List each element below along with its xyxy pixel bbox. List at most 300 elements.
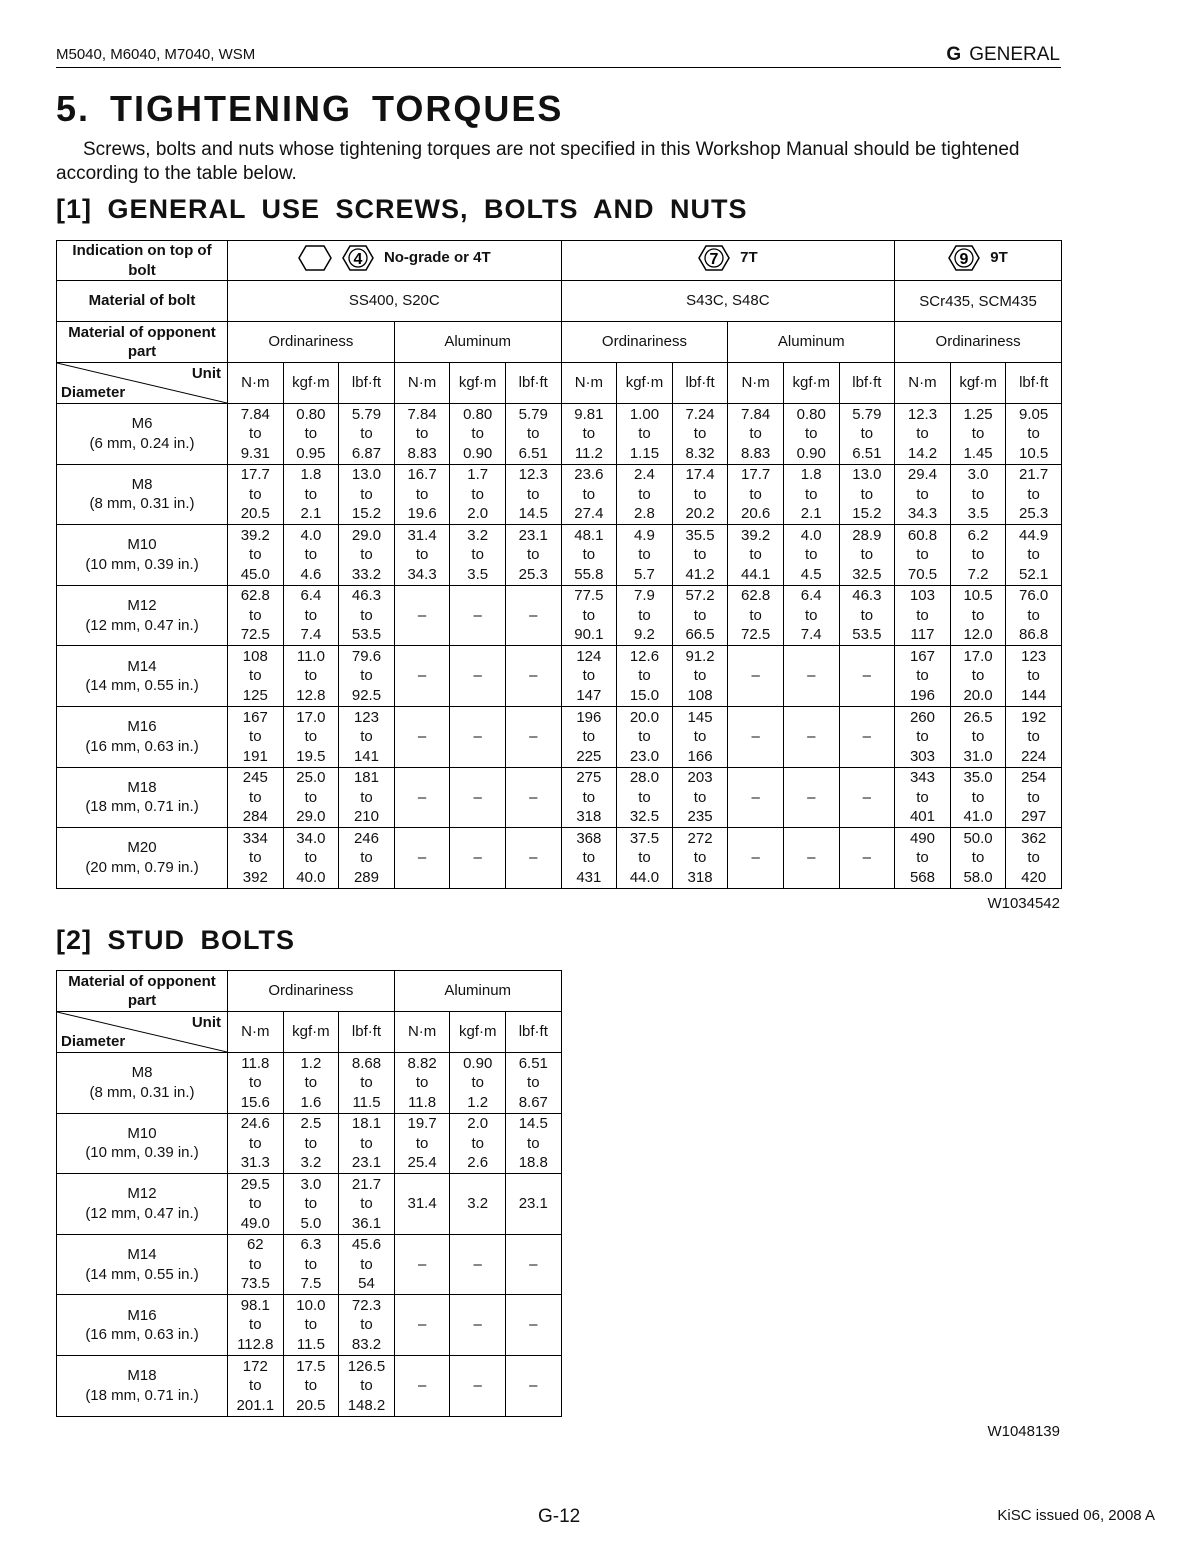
torque-to: to [304, 1255, 318, 1273]
torque-min: 13.0 [852, 466, 882, 484]
torque-to: to [415, 1134, 429, 1152]
bolt-material-2: SCr435, SCM435 [895, 281, 1062, 322]
torque-min: 24.6 [240, 1115, 270, 1133]
torque-max: 31.3 [240, 1154, 270, 1172]
torque-to: to [249, 1255, 262, 1273]
torque-max: 318 [687, 868, 713, 886]
no-value-dash: – [473, 1377, 482, 1395]
torque-min: 196 [576, 708, 602, 726]
torque-cell [1006, 404, 1062, 465]
torque-cell [339, 1113, 395, 1174]
torque-cell [505, 525, 561, 586]
torque-cell [561, 585, 617, 646]
torque-max: 112.8 [237, 1335, 274, 1353]
torque-cell [561, 706, 617, 767]
torque-cell [672, 706, 728, 767]
no-value-dash: – [751, 728, 760, 746]
torque-cell [672, 646, 728, 707]
diameter-name: M6 [131, 415, 153, 433]
torque-value: 31.4 [407, 1195, 437, 1213]
torque-max: 72.5 [741, 626, 771, 644]
torque-max: 201.1 [236, 1396, 275, 1414]
torque-max: 5.7 [634, 565, 655, 583]
torque-cell [950, 828, 1006, 889]
torque-max: 41.0 [963, 808, 993, 826]
header-section [946, 44, 1060, 66]
diameter-name: M14 [127, 657, 157, 675]
torque-cell [839, 585, 895, 646]
torque-min: 272 [687, 829, 713, 847]
no-value-dash: – [473, 1255, 482, 1273]
torque-to: to [749, 485, 762, 503]
torque-min: 6.4 [800, 587, 822, 605]
unit-header: lbf·ft [1006, 363, 1062, 404]
torque-to: to [304, 1195, 318, 1213]
torque-to: to [916, 485, 929, 503]
torque-max: 147 [576, 686, 602, 704]
torque-max: 20.6 [741, 505, 771, 523]
torque-to: to [582, 425, 596, 443]
torque-to: to [638, 546, 651, 564]
torque-to: to [638, 728, 651, 746]
torque-to: to [471, 425, 484, 443]
torque-max: 73.5 [240, 1275, 270, 1293]
no-value-dash: – [862, 788, 872, 806]
torque-cell [672, 525, 728, 586]
torque-cell [783, 404, 839, 465]
torque-max: 7.2 [967, 565, 989, 583]
torque-max: 27.4 [574, 505, 604, 523]
torque-cell [950, 525, 1006, 586]
torque-cell [339, 464, 395, 525]
torque-min: 3.0 [967, 466, 989, 484]
torque-to: to [527, 485, 540, 503]
torque-to: to [582, 667, 596, 685]
unit-header: N·m [394, 363, 450, 404]
opponent-row [57, 322, 1062, 363]
torque-cell [339, 1053, 395, 1114]
torque-max: 3.5 [467, 565, 489, 583]
torque-max: 7.4 [800, 626, 822, 644]
torque-cell [506, 1053, 562, 1114]
torque-cell [450, 1295, 506, 1356]
torque-min: 72.3 [351, 1296, 382, 1314]
torque-cell [228, 1113, 284, 1174]
torque-cell [394, 767, 450, 828]
torque-min: 31.4 [407, 526, 437, 544]
torque-to: to [304, 788, 318, 806]
unit-header: lbf·ft [505, 363, 561, 404]
torque-cell [617, 767, 673, 828]
torque-min: 45.6 [351, 1236, 382, 1254]
unit-label: Unit [191, 1014, 221, 1031]
unit-header: lbf·ft [506, 1012, 562, 1053]
torque-min: 246 [353, 829, 379, 847]
torque-cell [394, 1234, 450, 1295]
torque-min: 103 [909, 587, 935, 605]
torque-min: 1.7 [467, 466, 489, 484]
table-row [57, 706, 1062, 767]
torque-cell [617, 585, 673, 646]
torque-max: 568 [909, 868, 935, 886]
torque-max: 44.1 [741, 565, 771, 583]
diameter-name: M18 [127, 1367, 157, 1385]
torque-to: to [582, 849, 596, 867]
table-row [57, 1053, 562, 1114]
opponent-material-4: Ordinariness [895, 322, 1062, 363]
torque-cell [228, 767, 284, 828]
diameter-name: M8 [131, 1064, 153, 1082]
torque-max: 36.1 [351, 1214, 382, 1232]
torque-min: 1.8 [300, 466, 322, 484]
torque-min: 17.0 [296, 708, 326, 726]
torque-max: 191 [242, 747, 268, 765]
diameter-name: M12 [127, 1185, 157, 1203]
torque-to: to [1027, 546, 1040, 564]
torque-cell [839, 706, 895, 767]
torque-max: 1.2 [467, 1093, 489, 1111]
torque-cell [228, 1174, 284, 1235]
torque-cell [506, 1234, 562, 1295]
torque-cell [617, 404, 673, 465]
diameter-size: (18 mm, 0.71 in.) [85, 798, 199, 816]
torque-cell [1006, 828, 1062, 889]
torque-cell [728, 464, 784, 525]
torque-max: 15.2 [852, 505, 882, 523]
torque-to: to [304, 1316, 318, 1334]
torque-min: 46.3 [852, 587, 882, 605]
grade-mark-number: 9 [959, 250, 969, 268]
torque-to: to [527, 546, 540, 564]
torque-to: to [415, 485, 429, 503]
torque-to: to [249, 1316, 262, 1334]
torque-to: to [360, 667, 373, 685]
no-value-dash: – [473, 667, 482, 685]
torque-cell [450, 1234, 506, 1295]
no-value-dash: – [807, 849, 816, 867]
torque-cell [339, 828, 395, 889]
torque-cell [283, 646, 339, 707]
torque-max: 2.0 [467, 505, 489, 523]
opponent-material-1: Aluminum [394, 971, 561, 1012]
table-row [57, 404, 1062, 465]
torque-cell [561, 525, 617, 586]
no-value-dash: – [529, 849, 538, 867]
torque-max: 7.4 [300, 626, 322, 644]
opponent-material-1: Aluminum [394, 322, 561, 363]
torque-cell [839, 828, 895, 889]
torque-max: 235 [687, 808, 713, 826]
torque-cell [505, 585, 561, 646]
torque-to: to [916, 728, 929, 746]
no-value-dash: – [862, 667, 872, 685]
diameter-size: (8 mm, 0.31 in.) [89, 1083, 195, 1101]
torque-to: to [471, 546, 484, 564]
torque-to: to [1027, 788, 1040, 806]
torque-cell [228, 706, 284, 767]
torque-to: to [304, 606, 318, 624]
torque-max: 284 [242, 808, 268, 826]
torque-min: 29.5 [240, 1175, 270, 1193]
torque-min: 7.84 [240, 405, 270, 423]
torque-max: 12.8 [296, 686, 326, 704]
torque-to: to [360, 849, 373, 867]
page-number: G-12 [538, 1506, 581, 1527]
grade-mark [948, 245, 1008, 271]
diameter-name: M20 [127, 839, 157, 857]
torque-to: to [471, 1134, 484, 1152]
grade-label: 7T [740, 249, 758, 266]
torque-cell [561, 646, 617, 707]
torque-max: 4.5 [800, 565, 822, 583]
torque-max: 11.2 [574, 444, 603, 462]
diameter-cell [57, 1295, 228, 1356]
torque-to: to [249, 1134, 262, 1152]
torque-cell [783, 646, 839, 707]
torque-cell [672, 585, 728, 646]
torque-cell [505, 767, 561, 828]
torque-min: 1.00 [629, 405, 660, 423]
torque-max: 420 [1021, 868, 1047, 886]
torque-to: to [582, 606, 596, 624]
torque-max: 1.45 [963, 444, 993, 462]
torque-to: to [749, 606, 762, 624]
table-row [57, 585, 1062, 646]
torque-to: to [1027, 425, 1040, 443]
torque-to: to [916, 849, 929, 867]
torque-max: 141 [353, 747, 379, 765]
torque-to: to [971, 788, 985, 806]
diameter-size: (10 mm, 0.39 in.) [85, 1144, 199, 1162]
torque-to: to [304, 1377, 318, 1395]
torque-cell [394, 828, 450, 889]
torque-min: 34.0 [296, 829, 326, 847]
unit-label: Unit [191, 365, 221, 382]
torque-to: to [304, 728, 318, 746]
torque-max: 20.5 [296, 1396, 326, 1414]
torque-cell [339, 585, 395, 646]
torque-cell [394, 1053, 450, 1114]
material-bolt-label: Material of bolt [57, 281, 228, 322]
torque-to: to [1027, 667, 1040, 685]
torque-to: to [582, 485, 596, 503]
diameter-cell [57, 1113, 228, 1174]
torque-max: 14.5 [518, 505, 548, 523]
page-title: 5. TIGHTENING TORQUES [56, 88, 564, 129]
torque-max: 210 [353, 808, 379, 826]
torque-to: to [971, 485, 985, 503]
torque-min: 17.5 [296, 1357, 326, 1375]
table-row [57, 525, 1062, 586]
torque-max: 53.5 [351, 626, 382, 644]
unit-header: kgf·m [950, 363, 1006, 404]
no-value-dash: – [529, 728, 538, 746]
torque-min: 57.2 [685, 587, 715, 605]
torque-min: 5.79 [518, 405, 548, 423]
torque-cell [1006, 585, 1062, 646]
no-value-dash: – [473, 606, 482, 624]
torque-cell [839, 404, 895, 465]
torque-min: 5.79 [852, 405, 882, 423]
torque-max: 53.5 [852, 626, 882, 644]
torque-cell [617, 525, 673, 586]
torque-min: 123 [353, 708, 379, 726]
torque-cell [783, 828, 839, 889]
torque-to: to [304, 849, 318, 867]
torque-max: 431 [576, 868, 602, 886]
torque-max: 289 [353, 868, 379, 886]
torque-min: 35.5 [685, 526, 715, 544]
torque-to: to [527, 425, 540, 443]
torque-min: 29.0 [351, 526, 382, 544]
torque-cell [950, 404, 1006, 465]
no-value-dash: – [862, 849, 872, 867]
torque-cell [950, 646, 1006, 707]
opponent-row [57, 971, 562, 1012]
torque-cell [450, 767, 506, 828]
torque-max: 148.2 [347, 1396, 386, 1414]
torque-to: to [804, 425, 818, 443]
torque-to: to [360, 728, 373, 746]
torque-cell [283, 1295, 339, 1356]
torque-to: to [582, 728, 596, 746]
torque-cell [728, 706, 784, 767]
torque-cell [672, 828, 728, 889]
grade-mark [698, 245, 758, 271]
torque-to: to [638, 485, 651, 503]
torque-max: 297 [1021, 808, 1047, 826]
torque-cell [728, 404, 784, 465]
torque-to: to [360, 546, 373, 564]
torque-to: to [415, 425, 429, 443]
torque-max: 144 [1021, 686, 1047, 704]
torque-max: 11.8 [408, 1093, 437, 1111]
no-value-dash: – [473, 849, 482, 867]
torque-cell [228, 828, 284, 889]
torque-to: to [304, 667, 318, 685]
table-row [57, 464, 1062, 525]
torque-max: 8.83 [407, 444, 437, 462]
no-value-dash: – [417, 667, 427, 685]
torque-cell [283, 464, 339, 525]
torque-cell [283, 1234, 339, 1295]
torque-min: 29.4 [907, 466, 938, 484]
torque-min: 5.79 [351, 405, 382, 423]
torque-min: 7.84 [407, 405, 437, 423]
diameter-cell [57, 1053, 228, 1114]
grade-cell-1 [561, 241, 895, 281]
opponent-label: Material of opponent part [57, 322, 228, 363]
diameter-size: (14 mm, 0.55 in.) [85, 677, 199, 695]
torque-min: 6.4 [300, 587, 322, 605]
torque-cell [728, 767, 784, 828]
torque-min: 490 [909, 829, 935, 847]
torque-min: 98.1 [240, 1296, 270, 1314]
diameter-name: M16 [127, 718, 157, 736]
diameter-cell [57, 767, 228, 828]
diameter-size: (8 mm, 0.31 in.) [89, 495, 195, 513]
table-row [57, 646, 1062, 707]
torque-cell [895, 585, 951, 646]
unit-header: lbf·ft [339, 363, 395, 404]
torque-max: 49.0 [240, 1214, 270, 1232]
torque-cell [895, 464, 951, 525]
torque-to: to [304, 425, 318, 443]
header-divider [56, 67, 1061, 68]
torque-to: to [638, 425, 651, 443]
unit-header: N·m [394, 1012, 450, 1053]
torque-min: 0.80 [296, 405, 326, 423]
no-value-dash: – [529, 1316, 538, 1334]
torque-to: to [971, 728, 985, 746]
torque-min: 2.4 [634, 466, 655, 484]
torque-cell [950, 585, 1006, 646]
torque-cell [783, 706, 839, 767]
unit-header: N·m [895, 363, 951, 404]
torque-min: 25.0 [296, 769, 326, 787]
diameter-cell [57, 1355, 228, 1416]
torque-to: to [693, 546, 707, 564]
grade-mark [298, 245, 491, 271]
diameter-name: M10 [127, 536, 157, 554]
torque-min: 8.82 [407, 1054, 437, 1072]
torque-max: 66.5 [685, 626, 715, 644]
torque-min: 39.2 [741, 526, 771, 544]
no-value-dash: – [417, 1377, 427, 1395]
torque-to: to [860, 485, 874, 503]
torque-min: 21.7 [1019, 466, 1049, 484]
indication-row [57, 241, 1062, 281]
torque-min: 23.1 [518, 526, 548, 544]
torque-to: to [249, 606, 262, 624]
torque-min: 23.6 [574, 466, 604, 484]
torque-min: 1.2 [300, 1054, 322, 1072]
torque-max: 2.8 [634, 505, 655, 523]
table-row [57, 1295, 562, 1356]
torque-cell [950, 706, 1006, 767]
torque-to: to [638, 788, 651, 806]
torque-max: 401 [909, 808, 935, 826]
no-value-dash: – [529, 606, 538, 624]
unit-header: lbf·ft [839, 363, 895, 404]
torque-max: 303 [909, 747, 935, 765]
grade-cell-2 [895, 241, 1062, 281]
torque-cell [561, 404, 617, 465]
section1-title: [1] GENERAL USE SCREWS, BOLTS AND NUTS [56, 194, 748, 224]
diameter-name: M8 [131, 475, 153, 493]
torque-max: 3.2 [300, 1154, 322, 1172]
torque-to: to [360, 1255, 373, 1273]
torque-min: 10.5 [963, 587, 993, 605]
torque-max: 15.6 [240, 1093, 270, 1111]
torque-min: 4.9 [634, 526, 655, 544]
torque-to: to [249, 1074, 262, 1092]
torque-to: to [304, 485, 318, 503]
no-value-dash: – [417, 849, 427, 867]
no-value-dash: – [751, 849, 760, 867]
unit-header: kgf·m [783, 363, 839, 404]
no-value-dash: – [751, 667, 760, 685]
torque-to: to [304, 1134, 318, 1152]
torque-cell [283, 525, 339, 586]
torque-to: to [638, 606, 651, 624]
torque-max: 18.8 [518, 1154, 548, 1172]
torque-to: to [527, 1134, 540, 1152]
torque-max: 0.90 [463, 444, 493, 462]
torque-min: 9.05 [1019, 405, 1049, 423]
unit-header: kgf·m [617, 363, 673, 404]
torque-cell [561, 767, 617, 828]
